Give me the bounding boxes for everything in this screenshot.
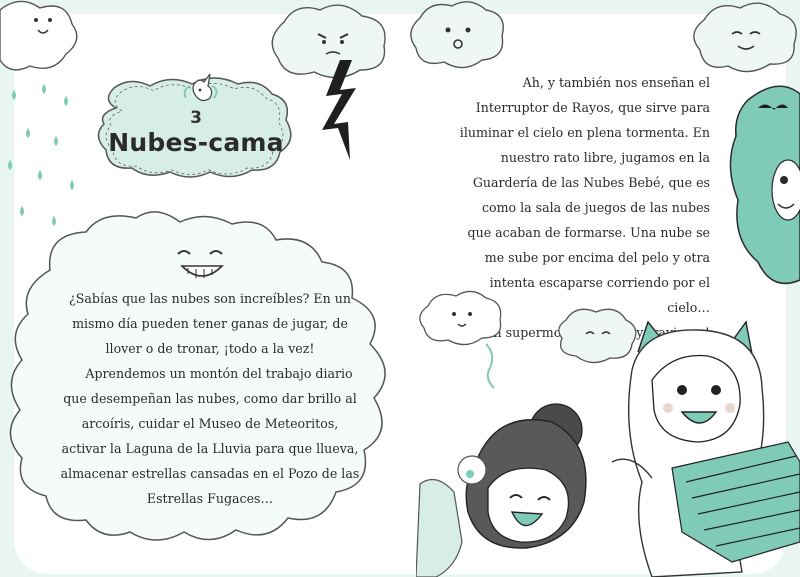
chapter-heading-badge	[92, 70, 300, 182]
right-paragraph-1: Ah, y también nos enseñan el Interruptor de Rayos, que sirve para iluminar el cielo en plena tormenta. En nuestro rato libre, jugamos en la Guardería de las Nubes Bebé, que es como la sala de juegos de las nubes que acaban de formarse. Una nube se me sube por encima del pelo y otra intenta escaparse corriendo por el cielo…	[459, 75, 710, 315]
top-right-cloud-illustration	[690, 0, 800, 80]
teal-hair-girl-illustration	[718, 80, 800, 300]
chapter-number: 3	[190, 108, 202, 128]
left-paragraph-1: ¿Sabías que las nubes son increíbles? En un mismo día pueden tener ganas de jugar, de llover o de tronar, ¡todo a la vez!	[69, 291, 351, 356]
dark-hair-girl-illustration	[416, 392, 612, 577]
left-paragraph-2: Aprendemos un montón del trabajo diario que desempeñan las nubes, como dar brillo al arcoíris, cuidar el Museo de Meteoritos, activar la Laguna de la Lluvia para que llueva, almacenar estrellas cansadas en el Pozo de las Estrellas Fugaces…	[60, 366, 360, 506]
chapter-title: Nubes-cama	[108, 128, 284, 157]
surprised-cloud-illustration	[408, 0, 508, 80]
right-paragraph-2: supermonas…	[505, 325, 596, 340]
left-column-text	[60, 286, 360, 511]
cat-ear-girl-illustration	[612, 292, 800, 577]
